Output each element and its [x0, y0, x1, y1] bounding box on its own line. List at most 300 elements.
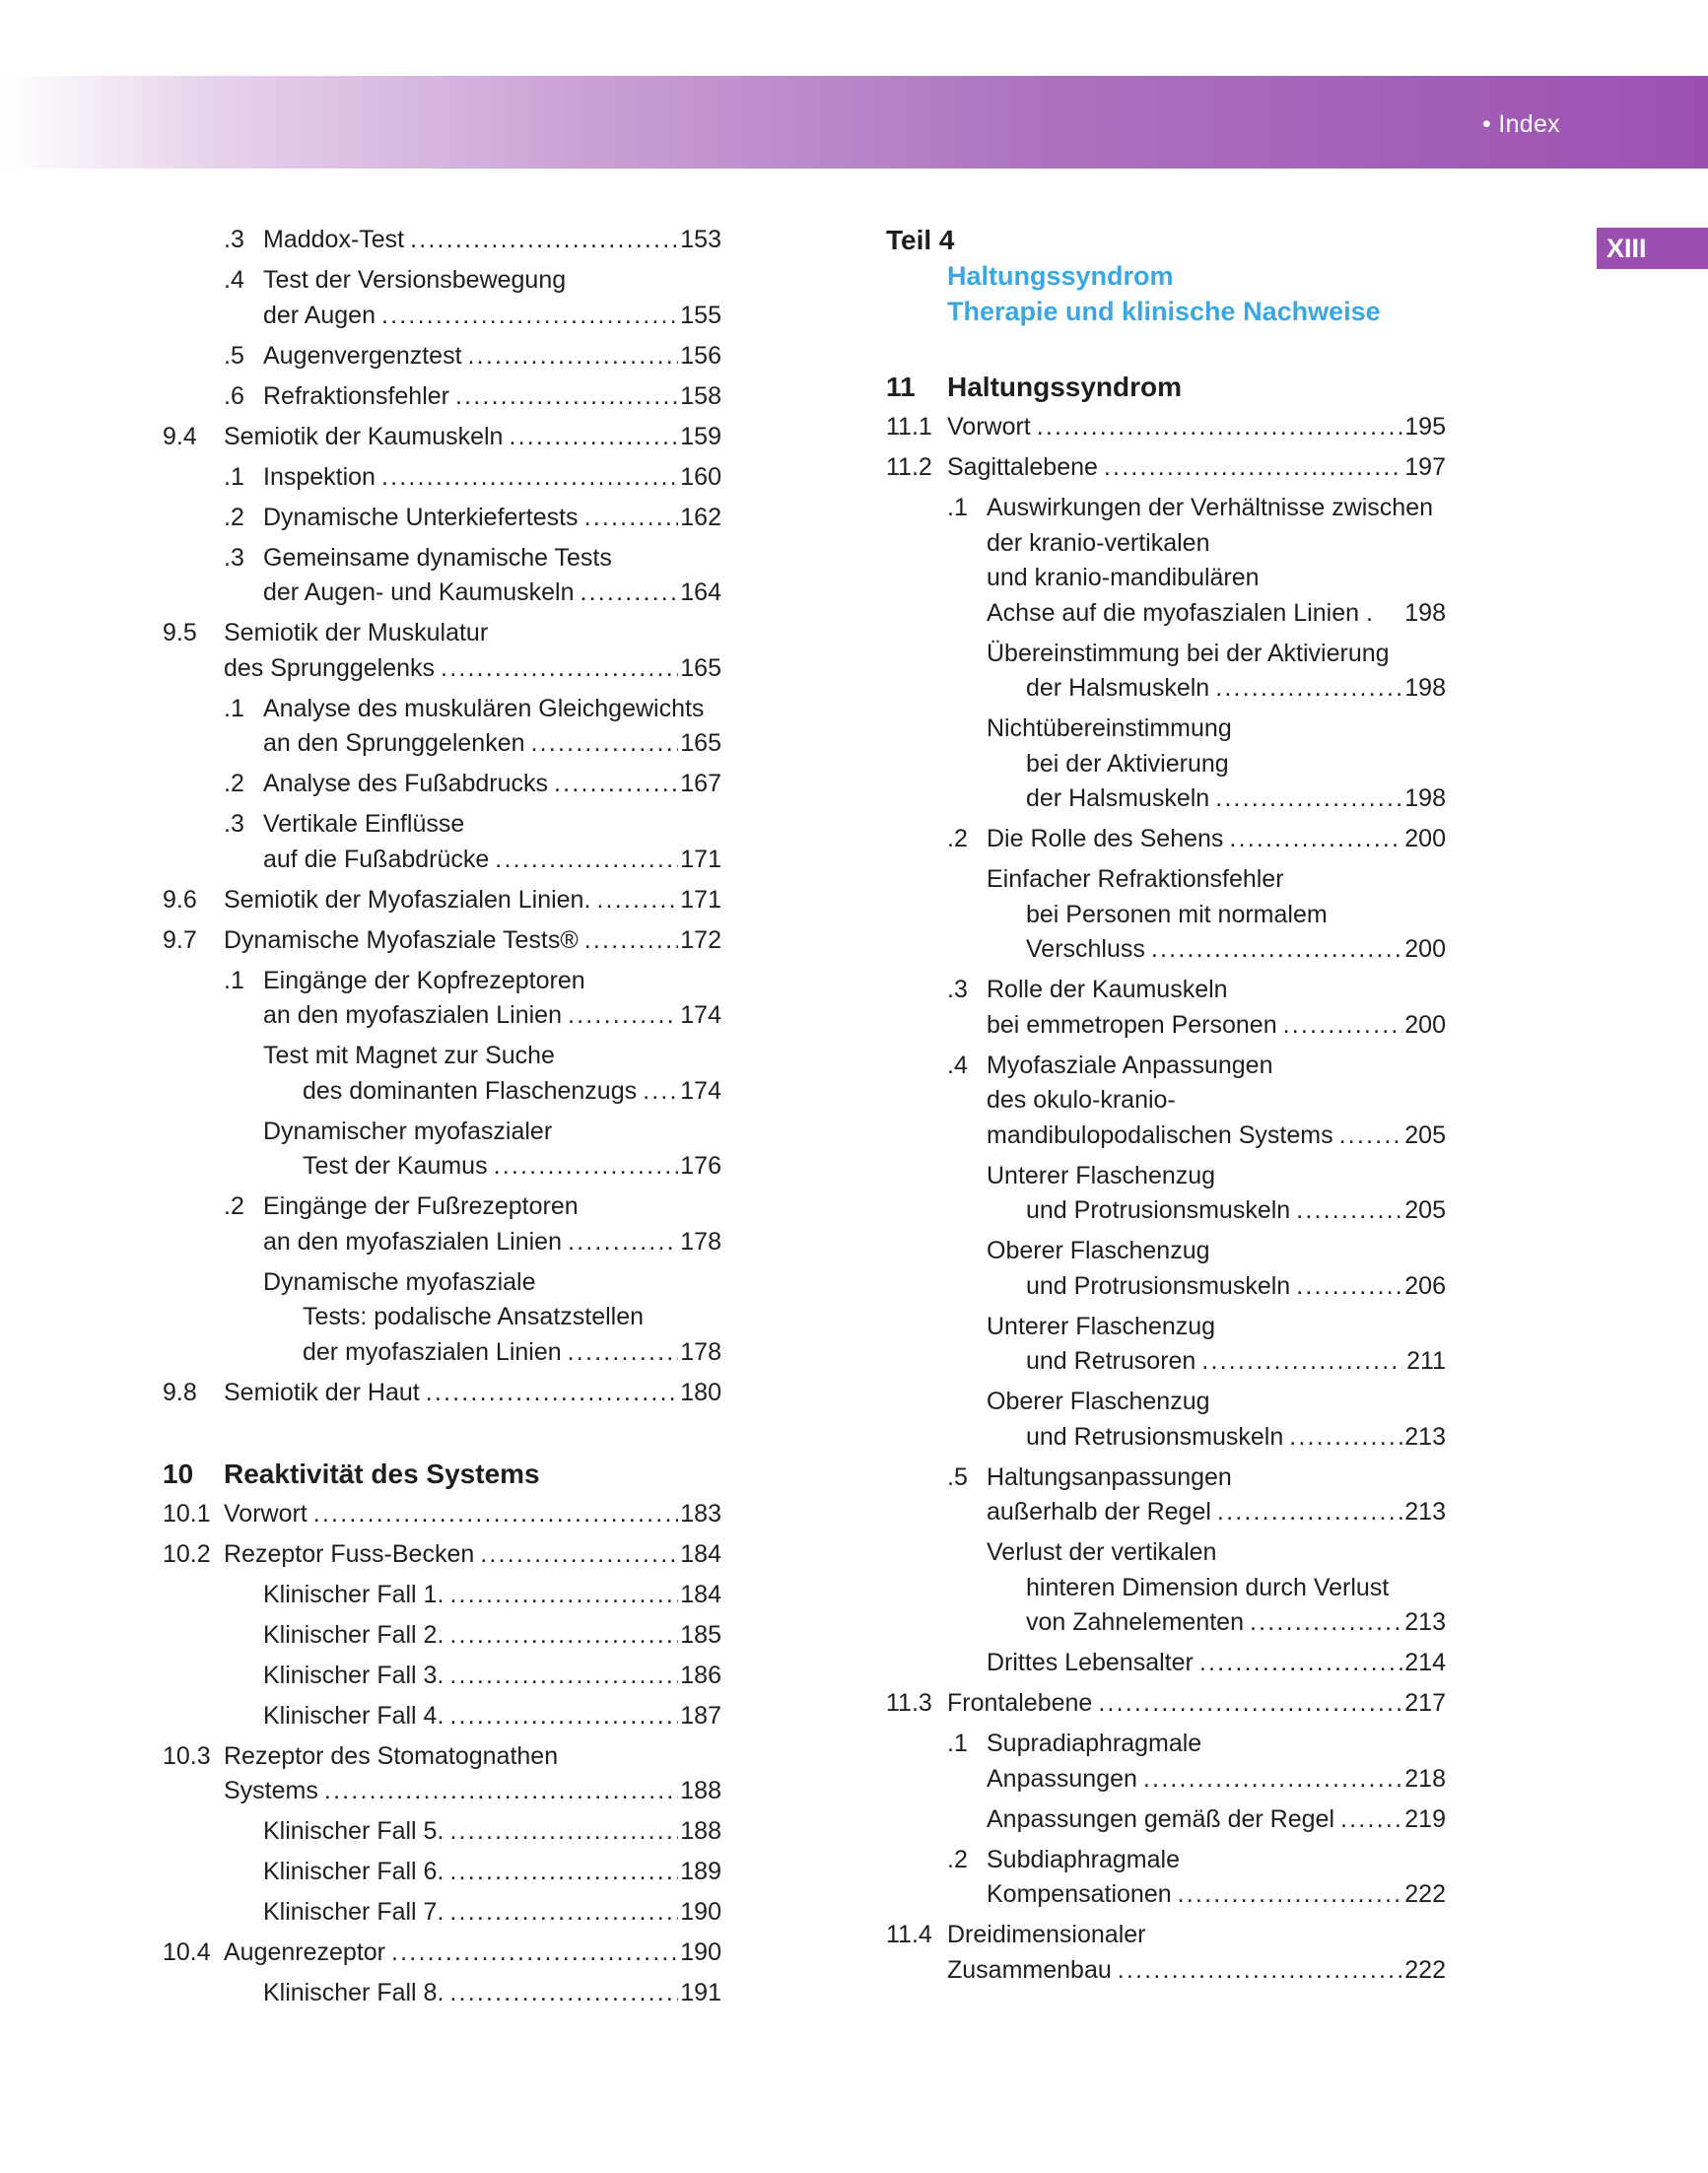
toc-entry	[163, 263, 721, 333]
entry-title: Eingänge der Kopfrezeptoren	[263, 966, 585, 994]
toc-entry	[163, 1376, 721, 1411]
page-ref: 178	[680, 1227, 721, 1256]
entry-title: Haltungsanpassungen	[987, 1462, 1232, 1491]
toc-entry-line	[163, 1855, 721, 1890]
page-ref: 189	[680, 1858, 721, 1885]
entry-title: Semiotik der Haut	[224, 1378, 420, 1406]
page-ref: 162	[680, 503, 721, 531]
toc-entry	[163, 1115, 721, 1185]
page-ref: 178	[680, 1337, 721, 1366]
toc-entry-line	[886, 1571, 1446, 1606]
entry-title: Inspektion	[263, 462, 376, 491]
entry-title: des okulo-kranio-	[987, 1086, 1176, 1114]
toc-entry-line	[163, 223, 721, 258]
toc-entry	[163, 460, 721, 496]
toc-entry-line	[163, 299, 721, 334]
section-number: 10.1	[163, 1499, 211, 1528]
toc-entry-line	[886, 1193, 1446, 1229]
toc-entry	[163, 1699, 721, 1734]
toc-entry	[886, 862, 1446, 968]
entry-title: Vertikale Einflüsse	[263, 810, 465, 838]
toc-entry	[886, 450, 1446, 486]
page-ref: 164	[680, 578, 721, 606]
entry-title: Semiotik der Kaumuskeln	[224, 422, 504, 450]
toc-entry-line	[886, 410, 1446, 445]
entry-title: Vorwort	[224, 1499, 307, 1528]
dot-leader	[525, 726, 678, 762]
toc-entry-line	[163, 1774, 721, 1809]
entry-title: Test der Versionsbewegung	[263, 266, 567, 294]
entry-title: des dominanten Flaschenzugs	[303, 1076, 638, 1105]
entry-title: mandibulopodalischen Systems	[987, 1120, 1333, 1149]
entry-title: Vorwort	[947, 413, 1031, 441]
dot-leader	[1283, 1420, 1402, 1456]
entry-title: Maddox-Test	[263, 226, 405, 253]
dot-leader	[444, 1895, 678, 1931]
entry-title: der kranio-vertikalen	[987, 528, 1210, 557]
toc-entry-line	[886, 491, 1446, 526]
toc-entry-line	[163, 460, 721, 496]
entry-title: bei der Aktivierung	[1026, 749, 1229, 778]
page-number-tab: XIII	[1597, 228, 1708, 269]
dot-leader	[1196, 1344, 1402, 1380]
toc-entry-line	[163, 379, 721, 415]
entry-title: Dynamische Myofasziale Tests®	[224, 925, 579, 954]
toc-entry-line	[163, 1618, 721, 1654]
section-number: 10.4	[163, 1938, 211, 1966]
section-number: 9.6	[163, 885, 197, 914]
page-ref: 219	[1404, 1804, 1446, 1833]
dot-leader	[1334, 1802, 1402, 1838]
page-ref: 213	[1404, 1608, 1446, 1636]
entry-title: Supradiaphragmale	[987, 1730, 1202, 1757]
dot-leader	[1194, 1646, 1402, 1681]
dot-leader	[1333, 1119, 1402, 1154]
dot-leader	[449, 379, 678, 415]
toc-entry-line	[163, 1189, 721, 1225]
page-ref: 160	[680, 462, 721, 491]
toc-entry-line	[163, 964, 721, 999]
entry-title: Eingänge der Fußrezeptoren	[263, 1192, 579, 1220]
toc-entry-line	[886, 1727, 1446, 1762]
page-ref: 190	[680, 1898, 721, 1926]
entry-title: Unterer Flaschenzug	[987, 1312, 1216, 1340]
entry-title: Tests: podalische Ansatzstellen	[303, 1303, 645, 1330]
toc-entry-line	[886, 1385, 1446, 1420]
dot-leader	[420, 1376, 678, 1411]
toc-entry-line	[886, 1843, 1446, 1878]
toc-entry-line	[886, 1008, 1446, 1044]
dot-leader	[444, 1976, 678, 2011]
section-number: 11.3	[886, 1689, 932, 1717]
entry-title: Test mit Magnet zur Suche	[263, 1042, 555, 1069]
dot-leader	[1031, 410, 1402, 445]
entry-title: Anpassungen gemäß der Regel	[987, 1804, 1335, 1833]
page-ref: 218	[1404, 1764, 1446, 1793]
section-number: .5	[947, 1462, 968, 1491]
entry-title: Sagittalebene	[947, 453, 1098, 481]
page-ref: 197	[1404, 453, 1446, 481]
section-number: .4	[224, 266, 244, 294]
entry-title: Systems	[224, 1777, 318, 1804]
toc-entry	[163, 1855, 721, 1890]
toc-entry-line	[886, 1159, 1446, 1194]
toc-entry-line	[886, 1420, 1446, 1456]
toc-entry	[886, 637, 1446, 707]
toc-entry	[886, 1049, 1446, 1154]
entry-title: an den Sprunggelenken	[263, 729, 525, 757]
entry-title: Verschluss	[1026, 935, 1145, 963]
section-number: .6	[224, 381, 244, 410]
toc-entry-line	[163, 1814, 721, 1850]
dot-leader	[376, 299, 678, 334]
toc-entry-line	[163, 692, 721, 727]
section-number: .3	[224, 226, 244, 253]
page-ref: 186	[680, 1661, 721, 1689]
dot-leader	[1145, 932, 1402, 968]
toc-entry	[163, 1935, 721, 1971]
toc-entry-line	[886, 1605, 1446, 1641]
toc-entry	[163, 616, 721, 686]
toc-entry	[886, 1159, 1446, 1229]
entry-title: Kompensationen	[987, 1880, 1172, 1908]
toc-entry-line	[886, 1269, 1446, 1305]
toc-entry	[163, 883, 721, 918]
toc-entry	[163, 1537, 721, 1573]
toc-entry	[163, 1497, 721, 1532]
entry-gap	[886, 1988, 1446, 1994]
toc-entry-line	[886, 1535, 1446, 1571]
dot-leader	[404, 223, 678, 258]
toc-entry	[886, 1385, 1446, 1455]
page-ref: 174	[680, 1076, 721, 1105]
entry-title: Nichtübereinstimmung	[987, 714, 1232, 742]
page-ref: 211	[1406, 1347, 1446, 1375]
toc-entry-line	[886, 1495, 1446, 1530]
toc-entry	[886, 1918, 1446, 1988]
toc-entry-line	[163, 576, 721, 611]
toc-entry-line	[886, 1646, 1446, 1681]
dot-leader	[575, 576, 679, 611]
section-number: .1	[947, 1730, 968, 1757]
toc-entry-line	[163, 541, 721, 577]
toc-entry-line	[886, 1344, 1446, 1380]
page-ref: 155	[680, 301, 721, 329]
toc-entry	[163, 1814, 721, 1850]
entry-title: Auswirkungen der Verhältnisse zwischen	[987, 494, 1434, 521]
dot-leader	[1290, 1269, 1402, 1305]
entry-title: Test der Kaumus	[303, 1152, 488, 1180]
entry-title: Frontalebene	[947, 1689, 1093, 1717]
toc-entry	[163, 379, 721, 415]
dot-leader	[1244, 1605, 1402, 1641]
entry-title: Dynamische myofasziale	[263, 1267, 536, 1296]
toc-entry	[163, 339, 721, 374]
toc-entry-line	[163, 1335, 721, 1371]
entry-title: Achse auf die myofaszialen Linien .	[987, 598, 1373, 627]
section-number: .5	[224, 341, 244, 370]
toc-entry-line	[886, 1234, 1446, 1269]
toc-entry-line	[163, 1537, 721, 1573]
entry-title: Übereinstimmung bei der Aktivierung	[987, 639, 1390, 667]
toc-entry	[163, 1189, 721, 1259]
header-band	[0, 76, 1708, 169]
entry-title: Klinischer Fall 5.	[263, 1817, 444, 1845]
section-number: .3	[224, 810, 244, 838]
entry-title: Semiotik der Myofaszialen Linien.	[224, 885, 591, 914]
page-ref: 190	[680, 1938, 721, 1966]
entry-gap	[163, 2011, 721, 2017]
toc-column-left	[163, 223, 721, 2016]
toc-entry-line	[886, 1953, 1446, 1989]
dot-leader	[444, 1855, 678, 1890]
toc-entry-line	[163, 767, 721, 802]
toc-entry-line	[163, 843, 721, 878]
toc-entry-line	[163, 616, 721, 651]
chapter-title-text: Haltungssyndrom	[947, 372, 1183, 402]
dot-leader	[444, 1578, 678, 1613]
section-number: .1	[947, 494, 968, 521]
dot-leader	[1172, 1877, 1402, 1913]
toc-entry	[886, 712, 1446, 817]
toc-entry-line	[163, 339, 721, 374]
toc-entry-line	[886, 1918, 1446, 1953]
entry-title: Myofasziale Anpassungen	[987, 1051, 1273, 1079]
entry-title: und Protrusionsmuskeln	[1026, 1196, 1291, 1224]
toc-entry-line	[886, 450, 1446, 486]
page-ref: 167	[680, 770, 721, 797]
section-number: .2	[947, 1845, 968, 1873]
section-number: .3	[947, 976, 968, 1003]
page-ref: 174	[680, 1001, 721, 1029]
toc-entry	[163, 541, 721, 611]
toc-entry-line	[886, 526, 1446, 562]
entry-title: bei emmetropen Personen	[987, 1010, 1277, 1039]
page-ref: 187	[680, 1701, 721, 1730]
toc-entry-line	[886, 973, 1446, 1008]
page-ref: 214	[1404, 1649, 1446, 1676]
toc-entry-line	[886, 747, 1446, 782]
toc-entry	[163, 501, 721, 536]
toc-entry-line	[886, 671, 1446, 707]
dot-leader	[307, 1497, 678, 1532]
toc-entry-line	[163, 883, 721, 918]
toc-column-right	[886, 223, 1446, 1994]
page-ref: 198	[1404, 598, 1446, 627]
section-number: 11.1	[886, 413, 932, 441]
dot-leader	[376, 460, 678, 496]
dot-leader	[1209, 671, 1402, 707]
entry-title: des Sprunggelenks	[224, 653, 436, 682]
toc-entry-line	[163, 923, 721, 959]
entry-title: Oberer Flaschenzug	[987, 1237, 1210, 1264]
entry-title: Rezeptor des Stomatognathen	[224, 1741, 559, 1770]
entry-title: Gemeinsame dynamische Tests	[263, 543, 612, 572]
toc-entry	[886, 1843, 1446, 1913]
toc-entry	[163, 1265, 721, 1371]
toc-entry-line	[886, 561, 1446, 596]
chapter-title-text: Reaktivität des Systems	[224, 1458, 540, 1489]
toc-entry-line	[163, 726, 721, 762]
toc-entry	[886, 491, 1446, 631]
dot-leader	[1112, 1953, 1402, 1989]
entry-title: der Halsmuskeln	[1026, 674, 1210, 702]
dot-leader	[562, 1335, 678, 1371]
entry-title: und Retrusionsmuskeln	[1026, 1422, 1284, 1451]
dot-leader	[590, 883, 678, 918]
section-number: .1	[224, 966, 244, 994]
toc-entry	[163, 420, 721, 455]
dot-leader	[1277, 1008, 1402, 1044]
toc-entry-line	[163, 1149, 721, 1185]
chapter-number: 10	[163, 1458, 194, 1489]
entry-title: Analyse des Fußabdrucks	[263, 770, 549, 797]
dot-leader	[1092, 1686, 1402, 1722]
entry-title: Klinischer Fall 8.	[263, 1979, 444, 2006]
dot-leader	[462, 339, 678, 374]
part-label: Teil 4	[886, 225, 955, 255]
toc-entry-line	[163, 420, 721, 455]
page-ref: 188	[680, 1817, 721, 1845]
entry-title: außerhalb der Regel	[987, 1498, 1211, 1526]
dot-leader	[444, 1699, 678, 1734]
entry-title: Klinischer Fall 1.	[263, 1580, 444, 1608]
part-title: Therapie und klinische Nachweise	[947, 297, 1381, 326]
section-number: 10.3	[163, 1741, 211, 1770]
toc-entry	[886, 1646, 1446, 1681]
toc-entry	[163, 767, 721, 802]
entry-title: Refraktionsfehler	[263, 381, 449, 410]
part-title: Haltungssyndrom	[947, 261, 1174, 291]
toc-entry-line	[886, 822, 1446, 857]
section-number: .4	[947, 1051, 968, 1079]
page-ref: 222	[1404, 1955, 1446, 1984]
section-number: .1	[224, 694, 244, 722]
page-ref: 185	[680, 1620, 721, 1649]
entry-title: der Augen- und Kaumuskeln	[263, 578, 575, 606]
page-ref: 188	[680, 1777, 721, 1804]
toc-entry	[163, 1039, 721, 1109]
entry-title: hinteren Dimension durch Verlust	[1026, 1573, 1390, 1601]
section-number: .2	[947, 825, 968, 852]
page-ref: 171	[680, 885, 721, 914]
page-ref: 165	[680, 653, 721, 682]
toc-entry-line	[886, 862, 1446, 898]
entry-title: Zusammenbau	[947, 1955, 1112, 1984]
toc-entry-line	[163, 1699, 721, 1734]
entry-title: der myofaszialen Linien	[303, 1337, 562, 1366]
entry-title: Anpassungen	[987, 1764, 1137, 1793]
entry-title: Klinischer Fall 4.	[263, 1701, 444, 1730]
dot-leader	[488, 1149, 678, 1185]
toc-entry-line	[163, 1976, 721, 2011]
dot-leader	[503, 420, 678, 455]
dot-leader	[444, 1659, 678, 1694]
entry-title: Rolle der Kaumuskeln	[987, 976, 1228, 1003]
section-number: 9.8	[163, 1378, 197, 1406]
toc-entry	[163, 1578, 721, 1613]
page-ref: 206	[1404, 1271, 1446, 1300]
dot-leader	[489, 843, 678, 878]
entry-title: und Protrusionsmuskeln	[1026, 1271, 1291, 1300]
section-number: 11.2	[886, 453, 932, 481]
page-ref: 217	[1404, 1689, 1446, 1717]
toc-entry	[163, 964, 721, 1034]
entry-title: Einfacher Refraktionsfehler	[987, 865, 1284, 893]
toc-entry-line	[163, 1115, 721, 1150]
entry-title: Unterer Flaschenzug	[987, 1161, 1216, 1189]
toc-entry-line	[886, 596, 1446, 632]
toc-entry	[163, 692, 721, 762]
toc-entry	[163, 1618, 721, 1654]
toc-entry-line	[886, 932, 1446, 968]
entry-title: Subdiaphragmale	[987, 1845, 1180, 1873]
page-ref: 171	[680, 845, 721, 873]
entry-title: Verlust der vertikalen	[987, 1538, 1217, 1566]
toc-entry-line	[886, 1310, 1446, 1345]
entry-title: an den myofaszialen Linien	[263, 1227, 562, 1256]
page-ref: 165	[680, 729, 721, 757]
dot-leader	[1137, 1762, 1402, 1798]
toc-entry	[163, 1976, 721, 2011]
dot-leader	[444, 1814, 678, 1850]
entry-title: der Halsmuskeln	[1026, 784, 1210, 812]
page-ref: 198	[1404, 784, 1446, 812]
entry-title: Die Rolle des Sehens	[987, 825, 1224, 852]
page-ref: 158	[680, 381, 721, 410]
toc-entry-line	[886, 781, 1446, 817]
entry-title: Klinischer Fall 2.	[263, 1620, 444, 1649]
section-number: 9.5	[163, 619, 197, 646]
toc-entry-line	[163, 1376, 721, 1411]
toc-entry-line	[163, 998, 721, 1034]
toc-entry-line	[163, 807, 721, 843]
toc-entry	[163, 1739, 721, 1809]
entry-title: von Zahnelementen	[1026, 1608, 1244, 1636]
dot-leader	[1223, 822, 1402, 857]
entry-title: Analyse des muskulären Gleichgewichts	[263, 694, 705, 722]
toc-entry	[886, 973, 1446, 1043]
toc-entry-line	[886, 898, 1446, 933]
page-ref: 195	[1404, 413, 1446, 441]
toc-entry-line	[886, 1762, 1446, 1798]
entry-title: Semiotik der Muskulatur	[224, 619, 489, 646]
dot-leader	[435, 651, 678, 687]
page-ref: 184	[680, 1539, 721, 1568]
page-ref: 200	[1404, 935, 1446, 963]
toc-entry-line	[163, 1659, 721, 1694]
dot-leader	[562, 1225, 678, 1260]
toc-entry-line	[163, 1265, 721, 1301]
toc-entry	[886, 1460, 1446, 1530]
entry-title: an den myofaszialen Linien	[263, 1001, 562, 1029]
section-number: 10.2	[163, 1539, 211, 1568]
page-ref: 156	[680, 341, 721, 370]
page-ref: 176	[680, 1152, 721, 1180]
dot-leader	[385, 1935, 678, 1971]
section-number: .2	[224, 1192, 244, 1220]
toc-entry-line	[163, 1074, 721, 1110]
entry-title: Drittes Lebensalter	[987, 1649, 1194, 1676]
toc-entry-line	[886, 1083, 1446, 1119]
page-ref: 184	[680, 1580, 721, 1608]
page-ref: 191	[680, 1979, 721, 2006]
toc-entry-line	[163, 1497, 721, 1532]
toc-entry	[886, 410, 1446, 445]
entry-title: und kranio-mandibulären	[987, 564, 1260, 591]
toc-entry	[886, 822, 1446, 857]
toc-entry	[163, 1895, 721, 1931]
